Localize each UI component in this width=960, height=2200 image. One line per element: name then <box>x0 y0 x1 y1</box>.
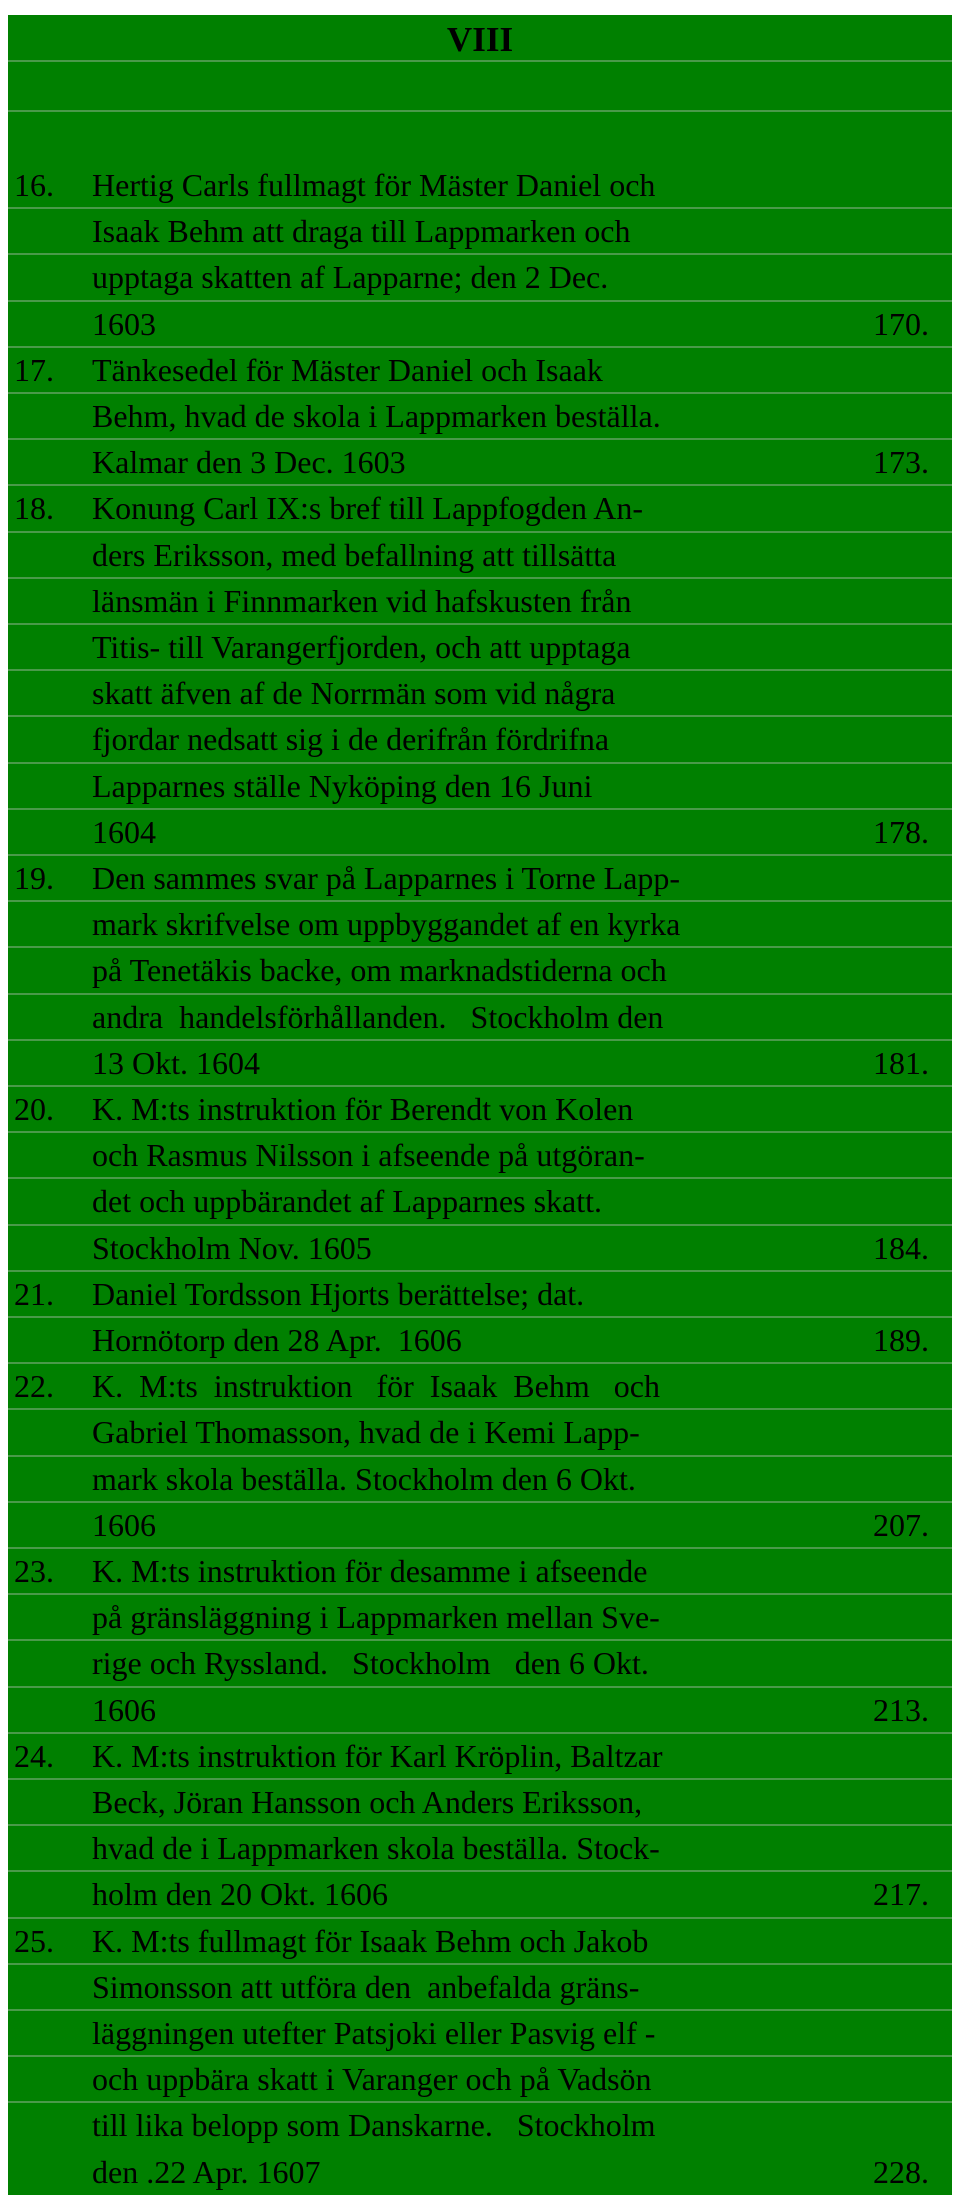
entry-page-number: 189. <box>873 1322 929 1358</box>
document-page <box>8 15 952 2195</box>
entry-line <box>8 809 952 855</box>
entry-text: upptaga skatten af Lapparne; den 2 Dec. <box>92 259 609 295</box>
entry-text: 1603 <box>92 306 156 342</box>
entry-text: Hertig Carls fullmagt för Mäster Daniel och <box>92 167 656 203</box>
entry-line <box>8 2149 952 2195</box>
entry-line <box>8 578 952 624</box>
entry-number: 25. <box>14 1923 54 1959</box>
entry-line <box>8 1687 952 1733</box>
row-rule <box>8 110 952 112</box>
entry-line <box>8 301 952 347</box>
entry-line <box>8 1871 952 1917</box>
entry-line <box>8 901 952 947</box>
entry-text: Konung Carl IX:s bref till Lappfogden An- <box>92 490 643 526</box>
entry-line <box>8 624 952 670</box>
entry-text: 1606 <box>92 1692 156 1728</box>
entry-text: Beck, Jöran Hansson och Anders Eriksson, <box>92 1784 643 1820</box>
entry-page-number: 170. <box>873 306 929 342</box>
entry-text: läggningen utefter Patsjoki eller Pasvig elf - <box>92 2015 656 2051</box>
entry-line <box>8 2010 952 2056</box>
entry-number: 18. <box>14 490 54 526</box>
entry-line <box>8 1733 952 1779</box>
entry-page-number: 181. <box>873 1045 929 1081</box>
entry-text: Hornötorp den 28 Apr. 1606 <box>92 1322 462 1358</box>
entry-text: andra handelsförhållanden. Stockholm den <box>92 999 664 1035</box>
entry-line <box>8 1132 952 1178</box>
entry-text: rige och Ryssland. Stockholm den 6 Okt. <box>92 1645 649 1681</box>
entry-line <box>8 1317 952 1363</box>
entry-text: Kalmar den 3 Dec. 1603 <box>92 444 406 480</box>
entry-text: K. M:ts instruktion för Berendt von Kolen <box>92 1091 634 1127</box>
entry-line <box>8 1271 952 1317</box>
entry-number: 21. <box>14 1276 54 1312</box>
entry-text: 1606 <box>92 1507 156 1543</box>
entry-text: holm den 20 Okt. 1606 <box>92 1876 388 1912</box>
entry-line <box>8 254 952 300</box>
entry-text: 13 Okt. 1604 <box>92 1045 260 1081</box>
entry-text: Isaak Behm att draga till Lappmarken och <box>92 213 631 249</box>
entry-text: mark skrifvelse om uppbyggandet af en kyrka <box>92 906 681 942</box>
entry-line <box>8 994 952 1040</box>
entry-text: och Rasmus Nilsson i afseende på utgöran- <box>92 1137 645 1173</box>
entry-number: 16. <box>14 167 54 203</box>
entry-text: K. M:ts instruktion för Karl Kröplin, Baltzar <box>92 1738 663 1774</box>
entry-line <box>8 1964 952 2010</box>
entry-line <box>8 1225 952 1271</box>
entry-text: mark skola beställa. Stockholm den 6 Okt. <box>92 1461 636 1497</box>
entry-page-number: 207. <box>873 1507 929 1543</box>
entry-line <box>8 855 952 901</box>
entry-line <box>8 2102 952 2148</box>
entry-line <box>8 2056 952 2102</box>
entry-line <box>8 532 952 578</box>
entry-page-number: 228. <box>873 2154 929 2190</box>
entry-text: 1604 <box>92 814 156 850</box>
entry-text: K. M:ts instruktion för Isaak Behm och <box>92 1368 660 1404</box>
entry-line <box>8 1640 952 1686</box>
entry-text: hvad de i Lappmarken skola beställa. Stock- <box>92 1830 660 1866</box>
entry-line <box>8 393 952 439</box>
entry-line <box>8 208 952 254</box>
entry-text: Titis- till Varangerfjorden, och att upptaga <box>92 629 631 665</box>
entry-line <box>8 947 952 993</box>
entry-line <box>8 1548 952 1594</box>
entry-line <box>8 439 952 485</box>
entry-text: Behm, hvad de skola i Lappmarken beställa. <box>92 398 661 434</box>
entry-text: och uppbära skatt i Varanger och på Vadsön <box>92 2061 652 2097</box>
entry-number: 20. <box>14 1091 54 1127</box>
entry-page-number: 184. <box>873 1230 929 1266</box>
entry-line <box>8 1918 952 1964</box>
entry-text: Lapparnes ställe Nyköping den 16 Juni <box>92 768 593 804</box>
entry-line <box>8 485 952 531</box>
entry-text: Den sammes svar på Lapparnes i Torne Lapp- <box>92 860 681 896</box>
entry-number: 22. <box>14 1368 54 1404</box>
entry-text: Tänkesedel för Mäster Daniel och Isaak <box>92 352 603 388</box>
entry-number: 19. <box>14 860 54 896</box>
entry-text: den .22 Apr. 1607 <box>92 2154 321 2190</box>
entry-line <box>8 1594 952 1640</box>
entry-line <box>8 347 952 393</box>
entry-line <box>8 1456 952 1502</box>
entry-line <box>8 763 952 809</box>
entry-line <box>8 1825 952 1871</box>
entry-page-number: 217. <box>873 1876 929 1912</box>
entry-page-number: 178. <box>873 814 929 850</box>
entry-line <box>8 716 952 762</box>
entry-text: Stockholm Nov. 1605 <box>92 1230 372 1266</box>
entry-line <box>8 670 952 716</box>
entry-line <box>8 1040 952 1086</box>
entry-text: skatt äfven af de Norrmän som vid några <box>92 675 616 711</box>
entry-line <box>8 1409 952 1455</box>
entry-text: till lika belopp som Danskarne. Stockholm <box>92 2107 656 2143</box>
entry-text: på gränsläggning i Lappmarken mellan Sve- <box>92 1599 660 1635</box>
entry-number: 23. <box>14 1553 54 1589</box>
entry-number: 24. <box>14 1738 54 1774</box>
entry-text: det och uppbärandet af Lapparnes skatt. <box>92 1183 603 1219</box>
entry-number: 17. <box>14 352 54 388</box>
entry-text: ders Eriksson, med befallning att tillsätta <box>92 537 617 573</box>
entry-text: fjordar nedsatt sig i de derifrån fördrifna <box>92 721 610 757</box>
entry-text: Daniel Tordsson Hjorts berättelse; dat. <box>92 1276 585 1312</box>
entry-line <box>8 1178 952 1224</box>
entry-text: K. M:ts instruktion för desamme i afseende <box>92 1553 648 1589</box>
entry-text: Simonsson att utföra den anbefalda gräns- <box>92 1969 640 2005</box>
page-title: VIII <box>446 20 514 59</box>
entry-text: Gabriel Thomasson, hvad de i Kemi Lapp- <box>92 1414 640 1450</box>
entry-line <box>8 1086 952 1132</box>
entry-line <box>8 1779 952 1825</box>
entry-line <box>8 1502 952 1548</box>
entry-text: på Tenetäkis backe, om marknadstiderna och <box>92 952 667 988</box>
entry-line <box>8 1363 952 1409</box>
entry-text: K. M:ts fullmagt för Isaak Behm och Jakob <box>92 1923 649 1959</box>
entry-line <box>8 162 952 208</box>
entry-page-number: 173. <box>873 444 929 480</box>
entry-text: länsmän i Finnmarken vid hafskusten från <box>92 583 632 619</box>
entry-page-number: 213. <box>873 1692 929 1728</box>
